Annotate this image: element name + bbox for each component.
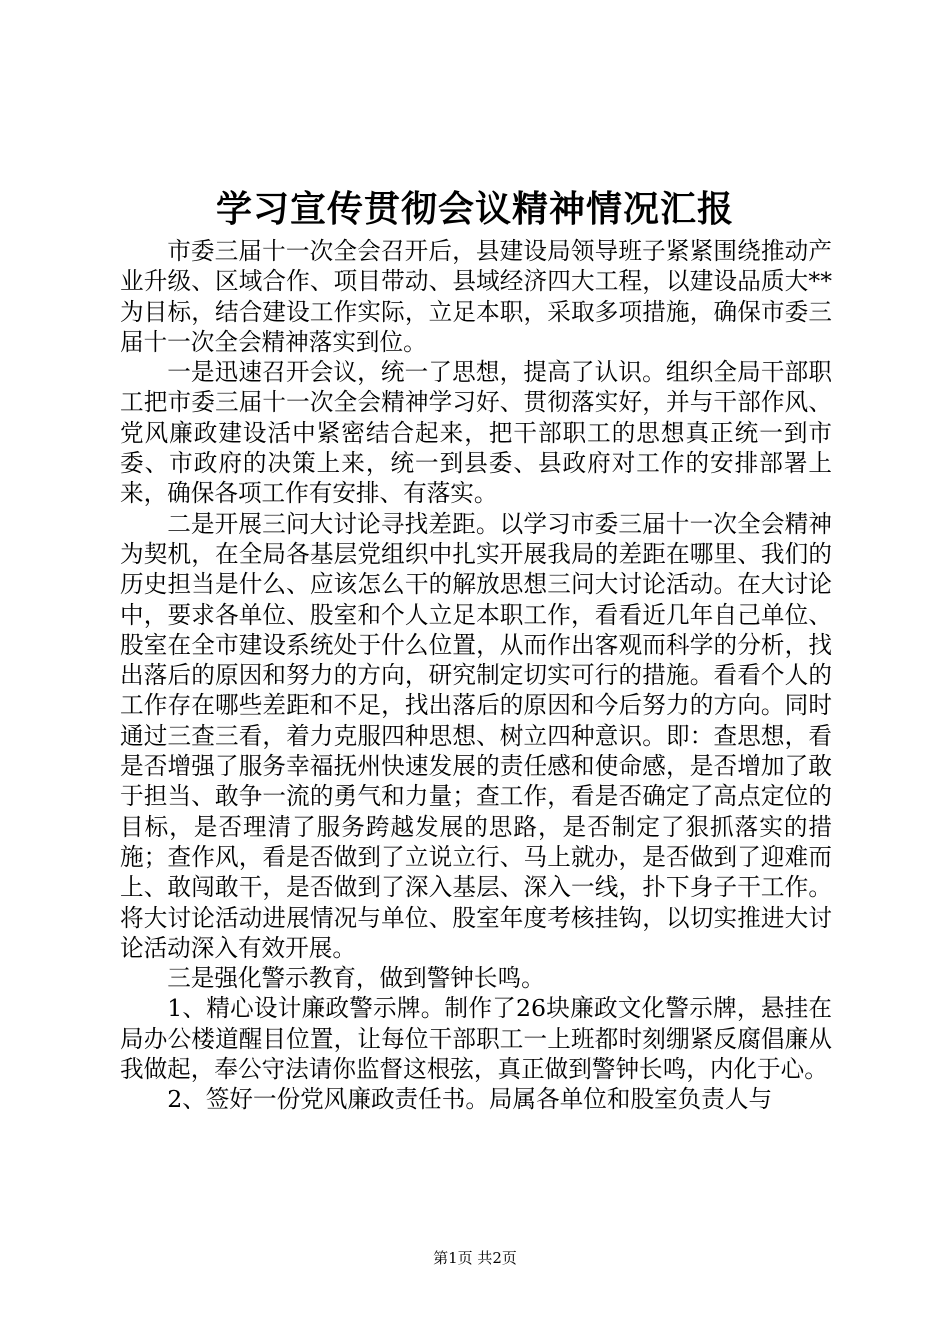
- paragraph-point-two: 二是开展三问大讨论寻找差距。以学习市委三届十一次全会精神为契机，在全局各基层党组织中扎实开展我局的差距在哪里、我们的历史担当是什么、应该怎么干的解放思想三问大讨论活动。在大讨论中，要求各单位、股室和个人立足本职工作，看看近几年自己单位、股室在全市建设系统处于什么位置，从而作出客观而科学的分析，找出落后的原因和努力的方向，研究制定切实可行的措施。看看个人的工作存在哪些差距和不足，找出落后的原因和今后努力的方向。同时通过三查三看，着力克服四种思想、树立四种意识。即：查思想，看是否增强了服务幸福抚州快速发展的责任感和使命感，是否增加了敢于担当、敢争一流的勇气和力量；查工作，看是否确定了高点定位的目标，是否理清了服务跨越发展的思路，是否制定了狠抓落实的措施；查作风，看是否做到了立说立行、马上就办，是否做到了迎难而上、敢闯敢干，是否做到了深入基层、深入一线，扑下身子干工作。将大讨论活动进展情况与单位、股室年度考核挂钩，以切实推进大讨论活动深入有效开展。: [120, 509, 832, 962]
- page-number-footer: 第1页 共2页: [433, 1249, 517, 1267]
- document-body: [120, 236, 832, 1115]
- paragraph-intro: 市委三届十一次全会召开后，县建设局领导班子紧紧围绕推动产业升级、区域合作、项目带动、县域经济四大工程，以建设品质大**为目标，结合建设工作实际，立足本职，采取多项措施，确保市委三届十一次全会精神落实到位。: [120, 237, 832, 356]
- paragraph-point-three: 三是强化警示教育，做到警钟长鸣。: [167, 964, 545, 993]
- paragraph-item-one: 1、精心设计廉政警示牌。制作了26块廉政文化警示牌，悬挂在局办公楼道醒目位置，让每位干部职工一上班都时刻绷紧反腐倡廉从我做起，奉公守法请你监督这根弦，真正做到警钟长鸣，内化于心。: [120, 994, 832, 1084]
- document-title: 学习宣传贯彻会议精神情况汇报: [215, 188, 734, 230]
- paragraph-point-one: 一是迅速召开会议，统一了思想，提高了认识。组织全局干部职工把市委三届十一次全会精神学习好、贯彻落实好，并与干部作风、党风廉政建设活中紧密结合起来，把干部职工的思想真正统一到市委、市政府的决策上来，统一到县委、县政府对工作的安排部署上来，确保各项工作有安排、有落实。: [120, 358, 832, 508]
- paragraph-item-two: 2、签好一份党风廉政责任书。局属各单位和股室负责人与: [167, 1085, 773, 1114]
